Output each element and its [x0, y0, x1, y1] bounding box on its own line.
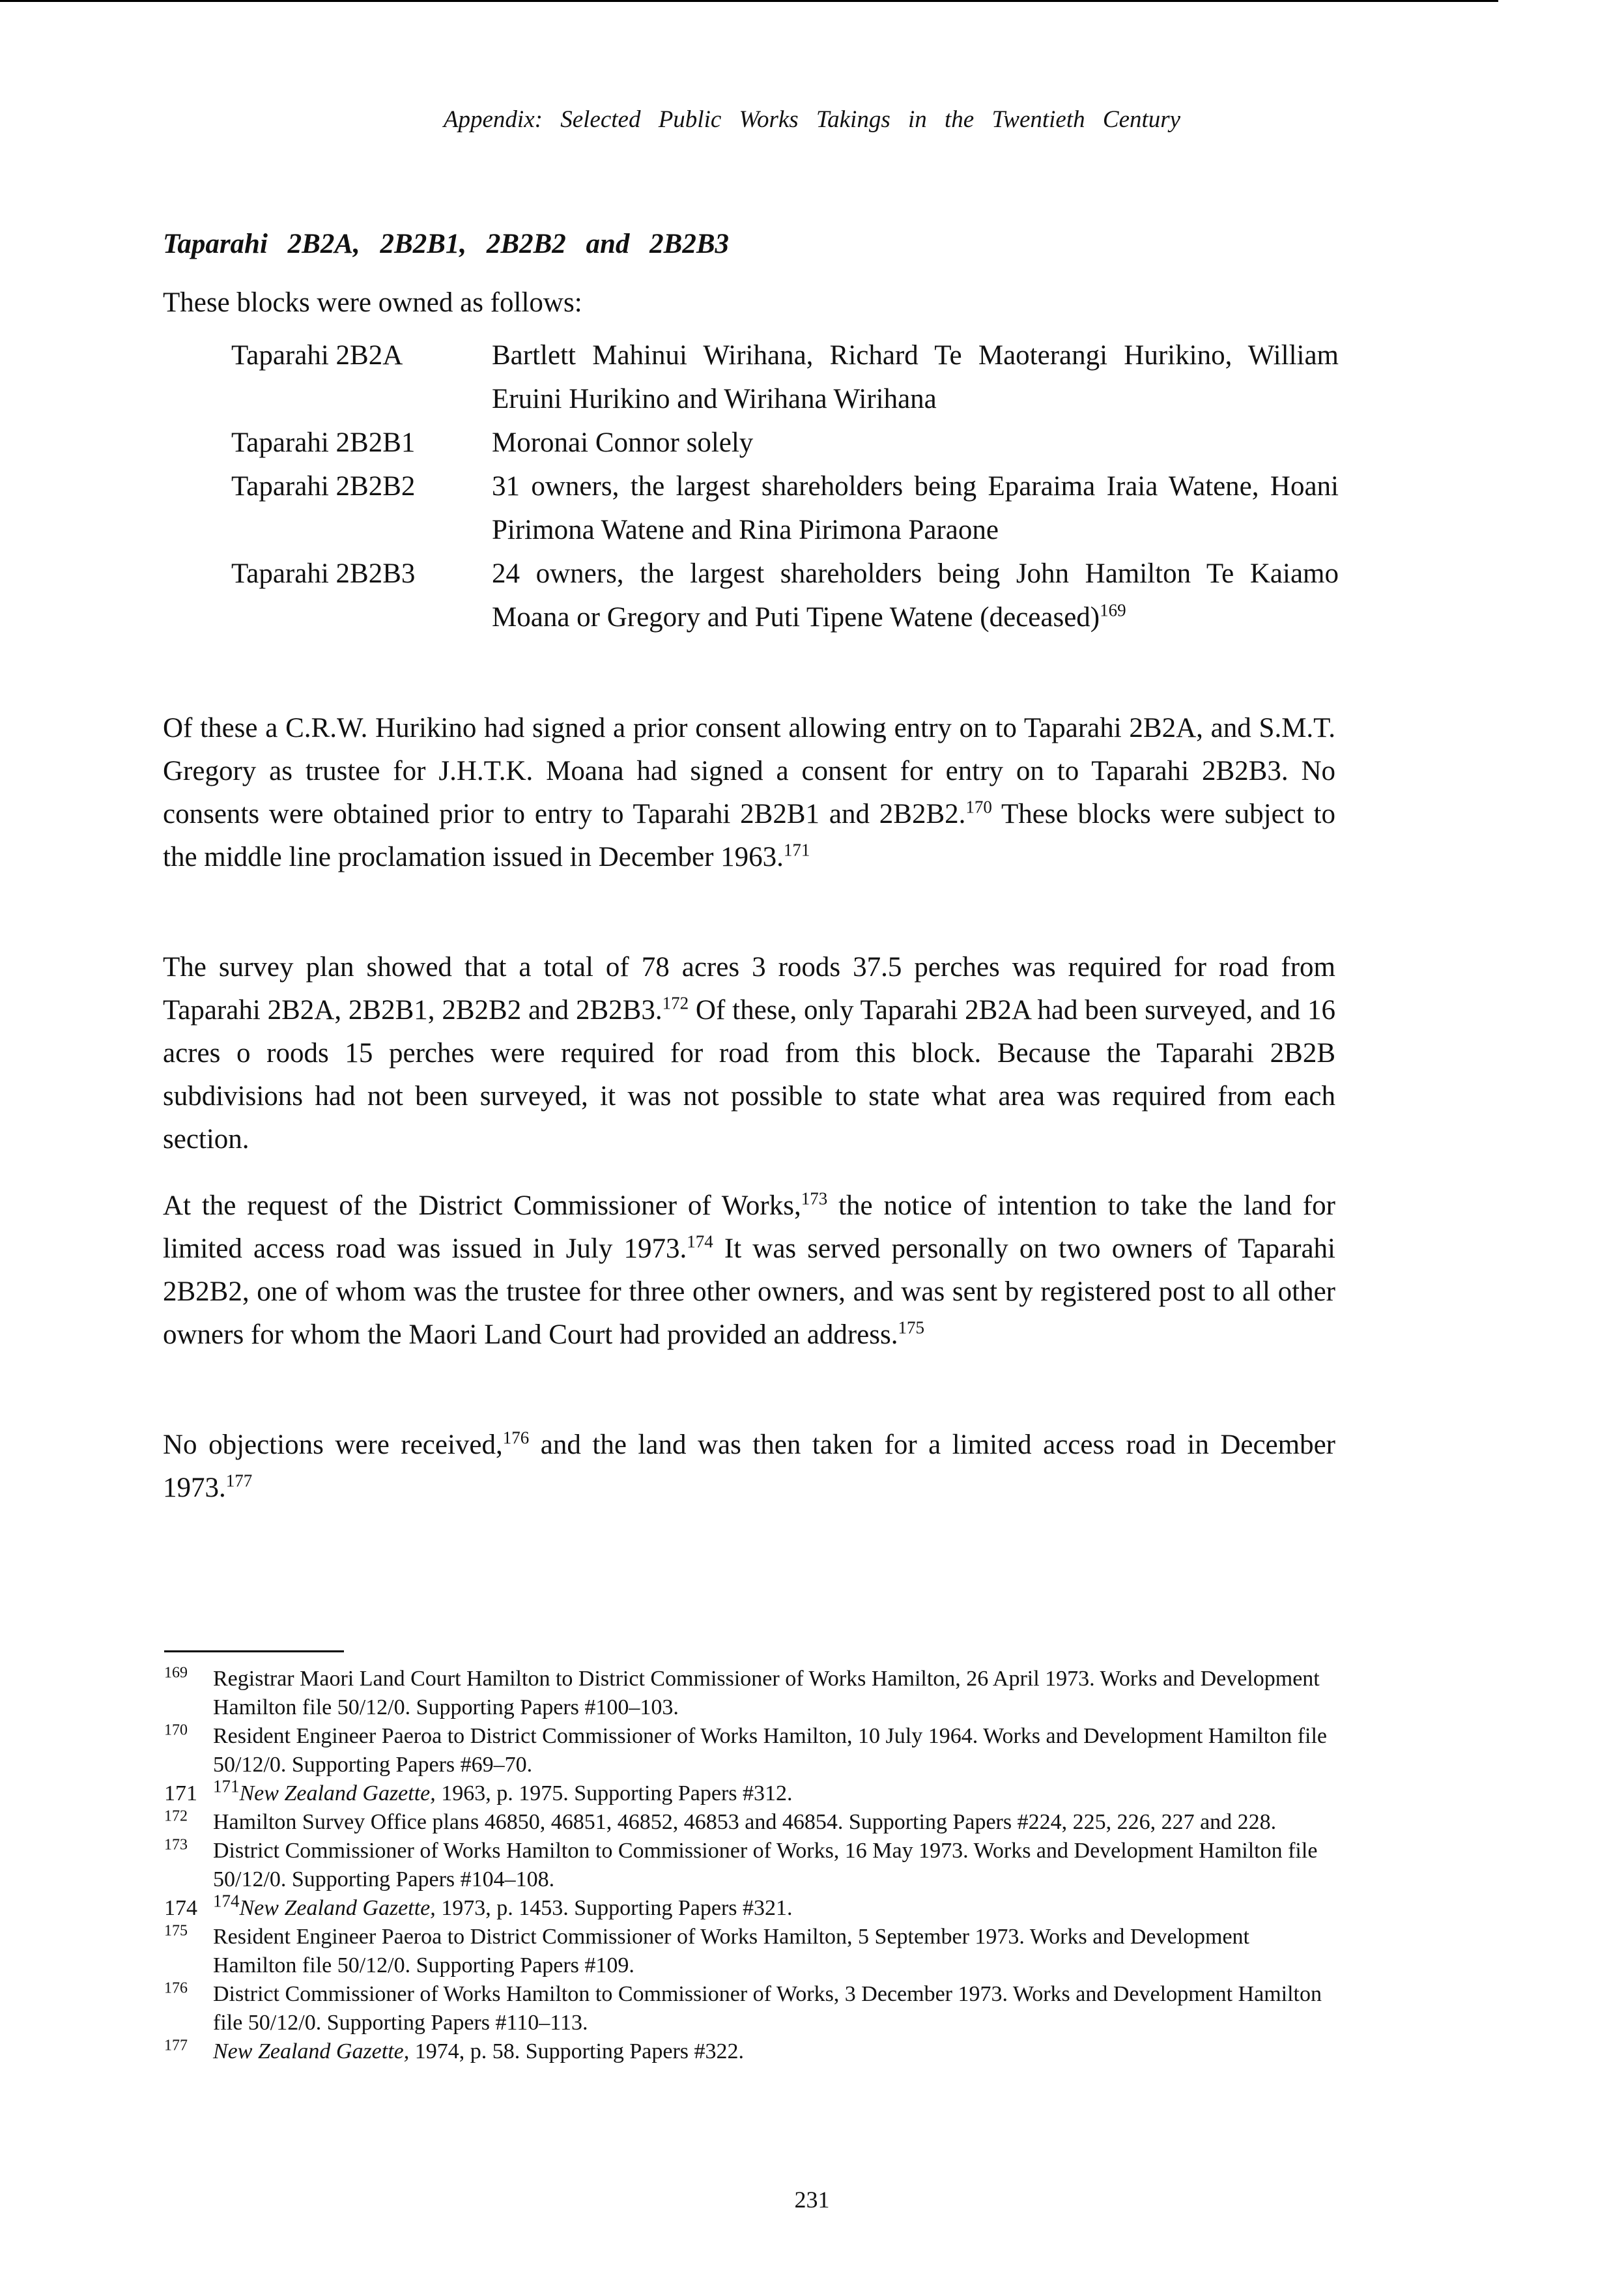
footnote-number: 177 — [164, 2037, 188, 2054]
footnote: $^{175}$ Resident Engineer Paeroa to District Commissioner of Works Hamilton, 5 September 1973. Works and Development Hamilton file 50/12/0. Supporting Papers #109. — [164, 1922, 1249, 1977]
owner-row — [231, 552, 1339, 639]
footnote-number: 176 — [164, 1979, 188, 1997]
footnote: $^{169}$ Registrar Maori Land Court Hamilton to District Commissioner of Works Hamilton, 26 April 1973. Works and Development Hamilton file 50/12/0. Supporting Papers #100–103. — [164, 1664, 1320, 1719]
footnote-number: 170 — [164, 1721, 188, 1739]
footnote-ref: 169 — [1100, 600, 1126, 620]
owner-block-name: Taparahi 2B2B2 — [231, 471, 416, 502]
footnote: 171 $^{171}$New Zealand Gazette, 1963, p. 1975. Supporting Papers #312. — [164, 1779, 1337, 1808]
paragraph-taking: No objections were received,$^{176}$ and the land was then taken for a limited access road in December 1973.$^{177}$ — [163, 1428, 1335, 1503]
owners-table — [231, 334, 1339, 639]
footnote: $^{177}$ New Zealand Gazette, 1974, p. 58. Supporting Papers #322. — [164, 2037, 1337, 2066]
owner-description: 31 owners, the largest shareholders being Eparaima Iraia Watene, Hoani Pirimona Watene and Rina Pirimona Paraone — [492, 471, 1339, 545]
paragraph-survey: The survey plan showed that a total of 78 acres 3 roods 37.5 perches was required for road from Taparahi 2B2A, 2B2B1, 2B2B2 and 2B2B3.$^{172}$ Of these, only Taparahi 2B2A had been surveyed, and 16 acres o roods 15 perches were required for road from this block. Because the Taparahi 2B2B subdivisions had not been surveyed, it was not possible to state what area was required from each section. — [163, 952, 1335, 1155]
scan-top-border — [0, 0, 1498, 2]
owner-row — [231, 465, 1339, 552]
footnote: $^{172}$ Hamilton Survey Office plans 46850, 46851, 46852, 46853 and 46854. Supporting Papers #224, 225, 226, 227 and 228. — [164, 1808, 1337, 1837]
owner-row — [231, 421, 1339, 465]
footnote-ref: 173 — [801, 1188, 828, 1209]
owner-description: Bartlett Mahinui Wirihana, Richard Te Maoterangi Hurikino, William Eruini Hurikino and Wirihana Wirihana — [492, 340, 1339, 414]
footnotes — [164, 1665, 1337, 2066]
footnote-ref: 176 — [502, 1428, 530, 1448]
owner-description: Moronai Connor solely — [492, 427, 754, 458]
footnote-inner-number: 174 — [213, 1891, 240, 1911]
footnote: $^{173}$ District Commissioner of Works Hamilton to Commissioner of Works, 16 May 1973. Works and Development Hamilton file 50/12/0. Supporting Papers #104–108. — [164, 1836, 1318, 1891]
paragraph-notice: At the request of the District Commissioner of Works,$^{173}$ the notice of intention to take the land for limited access road was issued in July 1973.$^{174}$ It was served personally on two owners of Taparahi 2B2B2, one of whom was the trustee for three other owners, and was sent by registered post to all other owners for whom the Maori Land Court had provided an address.$^{175}$ — [163, 1188, 1335, 1350]
footnote: $^{176}$ District Commissioner of Works Hamilton to Commissioner of Works, 3 December 1973. Works and Development Hamilton file 50/12/0. Supporting Papers #110–113. — [164, 1979, 1322, 2035]
footnote-number: 169 — [164, 1664, 188, 1682]
intro-text: These blocks were owned as follows: — [163, 287, 582, 318]
footnote-separator — [164, 1650, 344, 1652]
footnote-ref: 174 — [687, 1231, 713, 1252]
footnote-ref: 175 — [898, 1317, 924, 1338]
footnote-number: 171 — [164, 1781, 197, 1805]
footnote-number: 172 — [164, 1807, 188, 1825]
footnote-ref: 172 — [662, 993, 689, 1013]
running-header: Appendix: Selected Public Works Takings in the Twentieth Century — [443, 106, 1181, 133]
owner-block-name: Taparahi 2B2A — [231, 340, 403, 371]
footnote-ref: 171 — [783, 840, 810, 860]
footnote: 174 $^{174}$New Zealand Gazette, 1973, p. 1453. Supporting Papers #321. — [164, 1894, 1337, 1923]
footnote-inner-number: 171 — [213, 1776, 240, 1796]
footnote-number: 173 — [164, 1836, 188, 1854]
section-title: Taparahi 2B2A, 2B2B1, 2B2B2 and 2B2B3 — [163, 229, 730, 259]
footnote-ref: 177 — [225, 1471, 253, 1491]
footnote: $^{170}$ Resident Engineer Paeroa to District Commissioner of Works Hamilton, 10 July 1964. Works and Development Hamilton file 50/12/0. Supporting Papers #69–70. — [164, 1721, 1328, 1777]
footnote-ref: 170 — [965, 797, 992, 817]
owner-block-name: Taparahi 2B2B3 — [231, 558, 416, 589]
owner-description: 24 owners, the largest shareholders being John Hamilton Te Kaiamo Moana or Gregory and Puti Tipene Watene (deceased)$^{169}$ — [492, 558, 1339, 633]
page-number: 231 — [794, 2187, 830, 2213]
owner-row — [231, 334, 1339, 421]
paragraph-consents: Of these a C.R.W. Hurikino had signed a prior consent allowing entry on to Taparahi 2B2A, and S.M.T. Gregory as trustee for J.H.T.K. Moana had signed a consent for entry on to Taparahi 2B2B3. No consents were obtained prior to entry to Taparahi 2B2B1 and 2B2B2.$^{170}$ These blocks were subject to the middle line proclamation issued in December 1963.$^{171}$ — [163, 713, 1336, 872]
footnote-number: 174 — [164, 1896, 197, 1920]
footnote-number: 175 — [164, 1922, 188, 1940]
owner-block-name: Taparahi 2B2B1 — [231, 427, 416, 458]
